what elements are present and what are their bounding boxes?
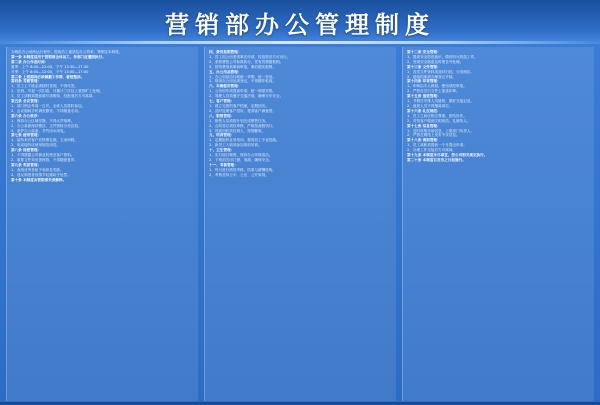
- text-line: 九、培训管理：: [209, 133, 235, 138]
- text-line: 1、提高安全防范意识，做好防火防盗工作。: [407, 54, 478, 59]
- text-line: 3、货款回收责任到人，按期催收。: [209, 128, 266, 133]
- text-line: 第一条 本制度适用于营销部全体员工，各部门应遵照执行。: [11, 54, 106, 59]
- text-line: 2、对待客户做到文明用语，礼貌待人。: [407, 118, 471, 123]
- text-line: 2、会议期间手机调至静音，不得随意走动。: [11, 108, 82, 113]
- text-line: 2、驾驶人员须遵守交通法规，确保行车安全。: [209, 94, 284, 99]
- text-line: 1、保持办公区域安静，不得大声喧哗。: [11, 118, 75, 123]
- text-line: 1、实行值日制度，保持办公环境清洁。: [209, 153, 273, 158]
- text-line: 1、办公用品由行政统一采购、统一发放。: [209, 74, 276, 79]
- content-columns: [6, 47, 594, 401]
- text-line: 1、节假日安排人员值班，做好交接记录。: [407, 99, 474, 104]
- text-line: 第二十条 本制度自发布之日起施行。: [407, 157, 466, 162]
- text-line: 2、值班人员不得擅离岗位。: [407, 103, 453, 108]
- text-line: 2、新员工入职须参加岗前培训。: [209, 143, 262, 148]
- text-line: 2、违反制度者视情节轻重给予处罚。: [11, 172, 71, 177]
- text-line: 2、迟到、早退一次扣款，月累计三次以上者按旷工处理。: [11, 89, 104, 94]
- text-line: 第十五条 值班管理：: [407, 94, 441, 99]
- text-line: 2、重要文件须妥善保管，不得随意复印。: [11, 157, 78, 162]
- text-line: 3、员工请假须提前填写请假单，经批准后方可离岗。: [11, 94, 96, 99]
- text-line: 为规范办公场所运行程序，提高员工素质及办公效率，特制定本制度。: [11, 50, 123, 54]
- text-line: 第四条 考勤管理：: [11, 79, 42, 84]
- text-line: 1、销售人员须按计划完成销售任务。: [209, 118, 269, 123]
- text-line: 第十七条 信息管理：: [407, 123, 441, 128]
- text-line: 第十三条 文件管理：: [407, 64, 441, 69]
- text-line: 2、考核坚持公平、公正、公开原则。: [209, 172, 269, 177]
- text-line: 四、费用报销管理：: [209, 50, 242, 54]
- text-line: 2、办理工作交接后方可离岗。: [407, 148, 457, 153]
- text-line: 3、招待费用须事前审批，事后据实报销。: [209, 64, 276, 69]
- text-line: 1、不得泄露公司商业机密及客户资料。: [11, 153, 75, 158]
- text-line: 第十二条 安全管理：: [407, 50, 441, 54]
- text-line: 1、员工因公出差须事先申请，经批准后方可出行。: [209, 54, 291, 59]
- text-line: 2、严禁在网络上发布不实信息。: [407, 133, 460, 138]
- text-line: 第十六条 礼仪规范：: [407, 108, 441, 113]
- text-line: 1、表现优秀者给予表彰及奖励。: [11, 167, 64, 172]
- text-line: 2、严禁在空白文件上加盖印章。: [407, 89, 460, 94]
- text-line: 1、公务用车须提前申请，统一调度安排。: [209, 89, 276, 94]
- text-line: 第七条 接待管理：: [11, 133, 42, 138]
- text-line: 1、建立完善的客户档案，定期回访。: [209, 103, 269, 108]
- text-line: 第六条 办公秩序：: [11, 113, 42, 118]
- text-line: 1、部门例会每周一召开，全体人员准时参加。: [11, 103, 86, 108]
- text-line: 第十条 本制度由营销部负责解释。: [11, 177, 67, 182]
- column-left: [6, 47, 198, 401]
- text-line: 1、各类文件资料须及时归档，分类保存。: [407, 69, 474, 74]
- text-line: 2、差旅费按公司标准执行，凭有效票据报销。: [209, 59, 284, 64]
- text-line: 1、定期组织业务培训，提高员工专业技能。: [209, 138, 280, 143]
- page-title: 营销部办公管理制度: [165, 10, 435, 39]
- text-line: 1、员工离职须提前一个月提出申请。: [407, 143, 467, 148]
- text-line: 七、客户管理：: [209, 99, 235, 104]
- text-line: 3、爱护办公设备，节约用水用电。: [11, 128, 68, 133]
- text-line: 2、合同签订须经审核，严格按流程执行。: [209, 123, 276, 128]
- text-line: 2、办公桌面保持整洁，文件资料分类存放。: [11, 123, 82, 128]
- text-line: 2、借阅档案须办理登记手续。: [407, 74, 457, 79]
- text-line: 1、及时收集市场信息，上报部门负责人。: [407, 128, 474, 133]
- text-line: 2、领用办公用品须登记，不得挪作私用。: [209, 79, 276, 84]
- text-line: 五、办公用品管理：: [209, 69, 242, 74]
- text-line: 第三条 上班期间必须佩戴工作牌，着装整洁。: [11, 74, 85, 79]
- text-line: 夏季：上午 8:00—12:00，下午 13:30—17:30: [11, 64, 89, 69]
- text-line: 第五条 会议管理：: [11, 99, 42, 104]
- text-line: 2、电话接听应使用规范用语。: [11, 143, 61, 148]
- text-line: 六、车辆使用管理：: [209, 84, 242, 89]
- text-line: 2、下班前关闭门窗、电源，确保安全。: [209, 157, 273, 162]
- text-line: 十一、考核管理：: [209, 162, 238, 167]
- text-line: 1、印章由专人保管，使用须经审批。: [407, 84, 467, 89]
- text-line: 1、员工上下班必须按时签到，不得代签。: [11, 84, 78, 89]
- text-line: 1、每月进行绩效考核，结果与薪酬挂钩。: [209, 167, 276, 172]
- text-line: 十、卫生管理：: [209, 148, 235, 153]
- text-line: 2、及时处理客户投诉，提高客户满意度。: [209, 108, 276, 113]
- text-line: 第十八条 离职管理：: [407, 138, 441, 143]
- text-line: 第二条 办公作息时间：: [11, 59, 49, 64]
- text-line: 冬季：上午 8:00—12:00，下午 13:00—17:00: [11, 69, 89, 74]
- column-middle: [204, 47, 396, 401]
- text-line: 2、发现安全隐患及时报告并处理。: [407, 59, 464, 64]
- text-line: 1、员工之间应相互尊重，团结协作。: [407, 113, 467, 118]
- title-banner: [0, 0, 600, 44]
- column-right: [402, 47, 594, 401]
- text-line: 第八条 保密管理：: [11, 148, 42, 153]
- text-line: 第十四条 印章管理：: [407, 79, 441, 84]
- text-line: 第九条 奖惩管理：: [11, 162, 42, 167]
- text-line: 八、销售管理：: [209, 113, 235, 118]
- text-line: 第十九条 本制度未尽事宜，按公司相关规定执行。: [407, 153, 488, 158]
- text-line: 1、接待来访客户应热情礼貌，主动问候。: [11, 138, 78, 143]
